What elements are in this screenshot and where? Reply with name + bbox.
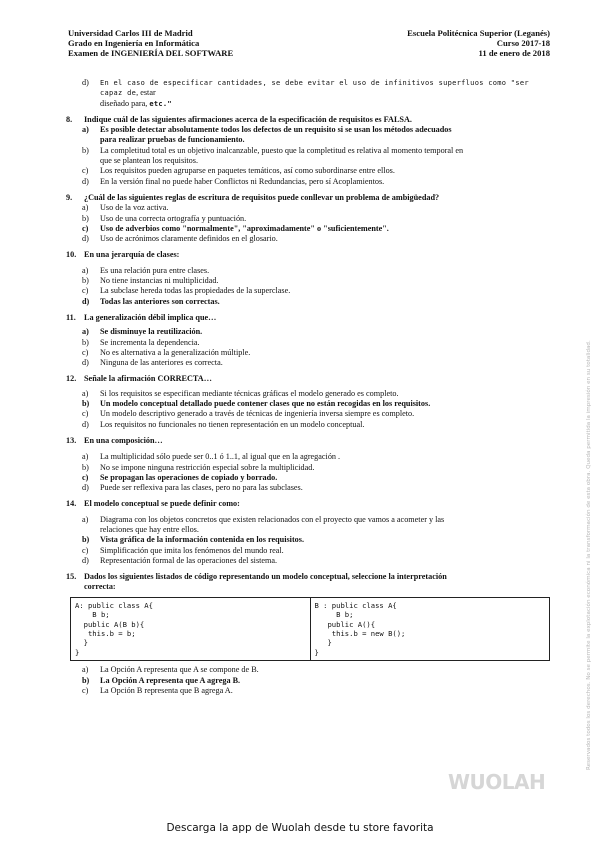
- option-text: Uso de adverbios como "normalmente", "aproximadamente" o "suficientemente".: [100, 223, 389, 233]
- option-letter: a): [82, 514, 89, 524]
- option-text: No es alternativa a la generalización múltiple.: [100, 347, 251, 357]
- question-title: ¿Cuál de las siguientes reglas de escritura de requisitos puede conllevar un problema de ambigüedad?: [84, 192, 440, 202]
- wuolah-logo: WUOLAH: [448, 770, 546, 794]
- option-text: Los requisitos no funcionales no tienen representación en un modelo conceptual.: [100, 419, 365, 429]
- option-text: Se incrementa la dependencia.: [100, 337, 200, 347]
- option-letter: b): [82, 399, 90, 409]
- course-year: Curso 2017-18: [496, 38, 550, 49]
- option-letter: d): [82, 78, 89, 87]
- option-letter: b): [82, 145, 89, 155]
- option-letter: b): [82, 675, 90, 685]
- option-letter: d): [82, 555, 89, 565]
- question-title: Dados los siguientes listados de código representando un modelo conceptual, seleccione la interpretación: [84, 572, 447, 582]
- question-title: Señale la afirmación CORRECTA…: [84, 374, 212, 384]
- question-14: [66, 499, 550, 509]
- option-letter: c): [82, 166, 89, 176]
- option-letter: c): [82, 409, 89, 419]
- option-letter: c): [82, 347, 89, 357]
- option-text: Vista gráfica de la información contenida en los requisitos.: [100, 535, 304, 545]
- school-name: Escuela Politécnica Superior (Leganés): [407, 28, 550, 38]
- q10-option-b: [66, 276, 550, 286]
- q13-option-a: [66, 452, 550, 462]
- option-letter: b): [82, 535, 90, 545]
- option-text-line2: relaciones que hay entre ellos.: [100, 524, 199, 534]
- q9-option-b: [66, 214, 550, 224]
- option-text-line2: para realizar pruebas de funcionamiento.: [100, 135, 245, 145]
- question-number: 14.: [66, 499, 77, 509]
- option-letter: d): [82, 419, 89, 429]
- option-text: Puede ser reflexiva para las clases, pero no para las subclases.: [100, 483, 303, 493]
- option-letter: c): [82, 685, 89, 695]
- q15-option-c: [66, 686, 550, 696]
- option-letter: c): [82, 472, 89, 482]
- option-text: Es una relación pura entre clases.: [100, 265, 210, 275]
- q11-option-c: [66, 348, 550, 358]
- option-text: La Opción B representa que B agrega A.: [100, 685, 233, 695]
- option-text: Un modelo descriptivo generado a través de técnicas de ingeniería inversa siempre es completo.: [100, 409, 415, 419]
- q11-option-a: [66, 327, 550, 337]
- q12-option-d: [66, 420, 550, 430]
- option-text: En la versión final no puede haber Conflictos ni Redundancias, pero sí Acoplamientos.: [100, 176, 385, 186]
- question-number: 8.: [66, 114, 73, 124]
- option-letter: c): [82, 223, 89, 233]
- option-text: Representación formal de las operaciones del sistema.: [100, 555, 278, 565]
- option-letter: b): [82, 276, 89, 286]
- option-text: Uso de la voz activa.: [100, 203, 169, 213]
- option-letter: b): [82, 462, 89, 472]
- q15-option-b: [66, 676, 550, 686]
- option-text: Se disminuye la reutilización.: [100, 327, 203, 337]
- option-text: La Opción A representa que A agrega B.: [100, 675, 241, 685]
- q14-option-a: [66, 515, 550, 536]
- option-text: En el caso de especificar cantidades, se debe evitar el uso de infinitivos superfluos como "ser capaz de: [100, 79, 529, 98]
- footer-banner[interactable]: Descarga la app de Wuolah desde tu store favorita: [166, 822, 434, 834]
- option-letter: a): [82, 265, 89, 275]
- option-letter: c): [82, 545, 89, 555]
- q10-option-c: [66, 286, 550, 296]
- university-name: Universidad Carlos III de Madrid: [68, 28, 193, 38]
- question-12: [66, 374, 550, 384]
- option-text-line2-mono: etc.": [149, 99, 172, 108]
- option-text-tail: , estar: [136, 88, 156, 98]
- question-title: La generalización débil implica que…: [84, 312, 217, 322]
- q11-option-d: [66, 358, 550, 368]
- option-text: Simplificación que imita los fenómenos del mundo real.: [100, 545, 284, 555]
- q13-option-d: [66, 483, 550, 493]
- option-letter: a): [82, 125, 89, 135]
- question-15: [66, 572, 550, 593]
- option-text: La multiplicidad sólo puede ser 0..1 ó 1..1, al igual que en la agregación .: [100, 452, 341, 462]
- question-number: 10.: [66, 250, 77, 260]
- exam-date: 11 de enero de 2018: [478, 48, 550, 59]
- option-text: Si los requisitos se especifican mediante técnicas gráficas el modelo generado es completo.: [100, 388, 399, 398]
- question-13: [66, 436, 550, 446]
- option-text: Un modelo conceptual detallado puede contener clases que no están recogidas en los requisitos.: [100, 399, 431, 409]
- option-text: Uso de una correcta ortografía y puntuación.: [100, 213, 247, 223]
- q9-option-d: [66, 234, 550, 244]
- code-listings: [70, 597, 550, 661]
- option-letter: a): [82, 665, 89, 675]
- question-number: 9.: [66, 192, 73, 202]
- q14-option-c: [66, 546, 550, 556]
- q9-option-c: [66, 224, 550, 234]
- q12-option-b: [66, 399, 550, 409]
- q8-option-d: [66, 177, 550, 187]
- option-text: No tiene instancias ni multiplicidad.: [100, 276, 219, 286]
- option-letter: d): [82, 234, 89, 244]
- previous-option-d: [66, 78, 550, 109]
- question-8: [66, 115, 550, 125]
- option-letter: b): [82, 337, 89, 347]
- q14-option-d: [66, 556, 550, 566]
- degree-name: Grado en Ingeniería en Informática: [68, 38, 200, 49]
- option-text: La Opción A representa que A se compone de B.: [100, 665, 259, 675]
- q10-option-d: [66, 297, 550, 307]
- code-listing-a: A: public class A{ B b; public A(B b){ this.b = b; } }: [75, 600, 153, 657]
- option-text-line2: que se plantean los requisitos.: [100, 156, 199, 166]
- rights-notice-text: Reservados todos los derechos. No se permite la explotación económica ni la transformación de esta obra. Queda permitida la impresión en su totalidad.: [586, 340, 592, 770]
- option-text: La completitud total es un objetivo inalcanzable, puesto que la completitud es relativa al momento temporal en: [100, 145, 464, 155]
- question-title: En una jerarquía de clases:: [84, 250, 180, 260]
- option-letter: d): [82, 483, 89, 493]
- question-number: 15.: [66, 572, 77, 582]
- option-text: Todas las anteriores son correctas.: [100, 296, 220, 306]
- option-letter: d): [82, 176, 89, 186]
- question-9: [66, 193, 550, 203]
- q8-option-a: [66, 125, 550, 146]
- option-letter: a): [82, 327, 89, 337]
- option-letter: a): [82, 452, 89, 462]
- option-text: No se impone ninguna restricción especial sobre la multiplicidad.: [100, 462, 315, 472]
- q13-option-c: [66, 473, 550, 483]
- option-text-line2: diseñado para,: [100, 98, 148, 108]
- q9-option-a: [66, 203, 550, 213]
- option-letter: b): [82, 213, 89, 223]
- option-text: Ninguna de las anteriores es correcta.: [100, 358, 223, 368]
- question-number: 13.: [66, 435, 77, 445]
- exam-content: [66, 78, 550, 696]
- code-listing-b: B : public class A{ B b; public A(){ this.b = new B(); } }: [310, 598, 550, 660]
- option-text: Uso de acrónimos claramente definidos en el glosario.: [100, 234, 278, 244]
- option-letter: a): [82, 388, 89, 398]
- question-10: [66, 250, 550, 260]
- question-title: Indique cuál de las siguientes afirmaciones acerca de la especificación de requisitos es FALSA.: [84, 114, 412, 124]
- question-11: [66, 313, 550, 323]
- option-text: Diagrama con los objetos concretos que existen relacionados con el proyecto que vamos a acometer y las: [100, 514, 445, 524]
- question-number: 12.: [66, 374, 77, 384]
- option-text: Se propagan las operaciones de copiado y borrado.: [100, 472, 278, 482]
- q13-option-b: [66, 463, 550, 473]
- question-title: El modelo conceptual se puede definir como:: [84, 499, 240, 509]
- option-letter: d): [82, 296, 90, 306]
- document-header: [68, 28, 550, 59]
- question-title: En una composición…: [84, 435, 163, 445]
- rights-notice: [586, 250, 596, 770]
- option-text: La subclase hereda todas las propiedades de la superclase.: [100, 286, 291, 296]
- option-text: Los requisitos pueden agruparse en paquetes temáticos, así como subordinarse entre ellos.: [100, 166, 395, 176]
- q12-option-c: [66, 409, 550, 419]
- q11-option-b: [66, 338, 550, 348]
- q14-option-b: [66, 535, 550, 545]
- q15-option-a: [66, 665, 550, 675]
- exam-name: Examen de INGENIERÍA DEL SOFTWARE: [68, 48, 234, 59]
- q10-option-a: [66, 266, 550, 276]
- q8-option-b: [66, 146, 550, 167]
- option-letter: c): [82, 286, 89, 296]
- question-title-line2: correcta:: [84, 582, 116, 592]
- question-number: 11.: [66, 312, 76, 322]
- q12-option-a: [66, 389, 550, 399]
- option-letter: a): [82, 203, 89, 213]
- q8-option-c: [66, 166, 550, 176]
- option-letter: d): [82, 358, 89, 368]
- option-text: Es posible detectar absolutamente todos los defectos de un requisito si se usan los métodos adecuados: [100, 125, 452, 135]
